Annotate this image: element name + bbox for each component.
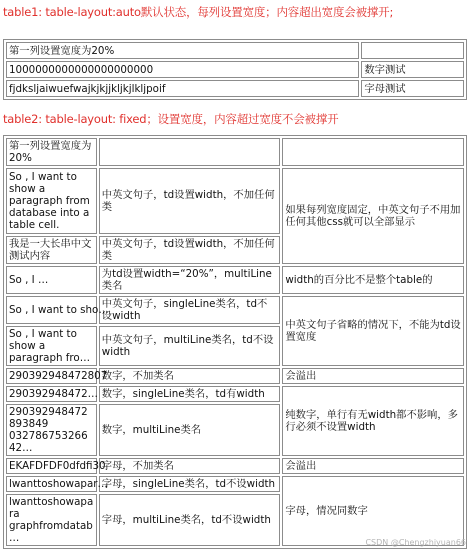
table-cell: 中英文句子，td设置width，不加任何类 xyxy=(99,236,281,264)
table-cell: width的百分比不是整个table的 xyxy=(282,266,464,294)
table-cell: 字母，multiLine类名，td不设width xyxy=(99,494,281,546)
table2-title: table2: table-layout: fixed；设置宽度，内容超过宽度不会被撑开 xyxy=(3,112,339,126)
table-cell: 数字，singleLine类名，td有width xyxy=(99,386,281,402)
table1 xyxy=(3,39,467,100)
table-row xyxy=(6,386,464,402)
table2 xyxy=(3,135,467,549)
table-cell xyxy=(282,138,464,166)
table-cell xyxy=(99,138,281,166)
table-cell: 1000000000000000000000 xyxy=(6,61,359,78)
table-cell: So , I … xyxy=(6,266,97,294)
table-cell: 会溢出 xyxy=(282,458,464,474)
table-cell: So , I want to sho… xyxy=(6,296,97,324)
table-cell: 字母，singleLine类名，td不设width xyxy=(99,476,281,492)
table-cell: 第一列设置宽度为20% xyxy=(6,42,359,59)
table-cell: 我是一大长串中文测试内容 xyxy=(6,236,97,264)
table-cell: 会溢出 xyxy=(282,368,464,384)
table-cell xyxy=(361,42,464,59)
table-row xyxy=(6,80,464,97)
table-cell: 中英文句子省略的情况下，不能为td设置宽度 xyxy=(282,296,464,366)
table-cell: 字母测试 xyxy=(361,80,464,97)
table-cell: 中英文句子，td设置width，不加任何类 xyxy=(99,168,281,234)
table-cell: 数字，multiLine类名 xyxy=(99,404,281,456)
table-header-row xyxy=(6,138,464,166)
table-cell: 中英文句子，multiLine类名，td不设width xyxy=(99,326,281,366)
table-row xyxy=(6,266,464,294)
table-cell: 字母，不加类名 xyxy=(99,458,281,474)
table-cell: 如果每列宽度固定，中英文句子不用加任何其他css就可以全部显示 xyxy=(282,168,464,264)
table-row xyxy=(6,61,464,78)
table-cell: 数字测试 xyxy=(361,61,464,78)
table-cell: EKAFDFDF0dfdfi30 xyxy=(6,458,97,474)
table-row xyxy=(6,168,464,234)
table-row xyxy=(6,476,464,492)
table-cell: 290392948472893849 03278675326642… xyxy=(6,404,97,456)
table-cell: fjdksljaiwuefwajkjkjjkljkjlkljpoif xyxy=(6,80,359,97)
table-cell: 为td设置width=“20%”，multiLine类名 xyxy=(99,266,281,294)
table-cell: 纯数字，单行有无width都不影响，多行必须不设置width xyxy=(282,386,464,456)
table-cell: lwanttoshowapar… xyxy=(6,476,97,492)
table-cell: 290392948472… xyxy=(6,386,97,402)
table-cell: So , I want to show a paragraph from database into a table cell. xyxy=(6,168,97,234)
table-cell: 第一列设置宽度为20% xyxy=(6,138,97,166)
table-row xyxy=(6,368,464,384)
table-cell: 290392948472807 xyxy=(6,368,97,384)
table-cell: lwanttoshowapara graphfromdatab… xyxy=(6,494,97,546)
table-row xyxy=(6,458,464,474)
table-cell: 字母，情况同数字 xyxy=(282,476,464,546)
table-cell: So , I want to show a paragraph fro… xyxy=(6,326,97,366)
table-row xyxy=(6,42,464,59)
table-cell: 数字，不加类名 xyxy=(99,368,281,384)
table-row xyxy=(6,296,464,324)
table-cell: 中英文句子，singleLine类名，td不设width xyxy=(99,296,281,324)
table1-title: table1: table-layout:auto默认状态，每列设置宽度；内容超出宽度会被撑开; xyxy=(3,5,394,19)
watermark: CSDN @Chengzhiyuan66 xyxy=(365,538,466,547)
